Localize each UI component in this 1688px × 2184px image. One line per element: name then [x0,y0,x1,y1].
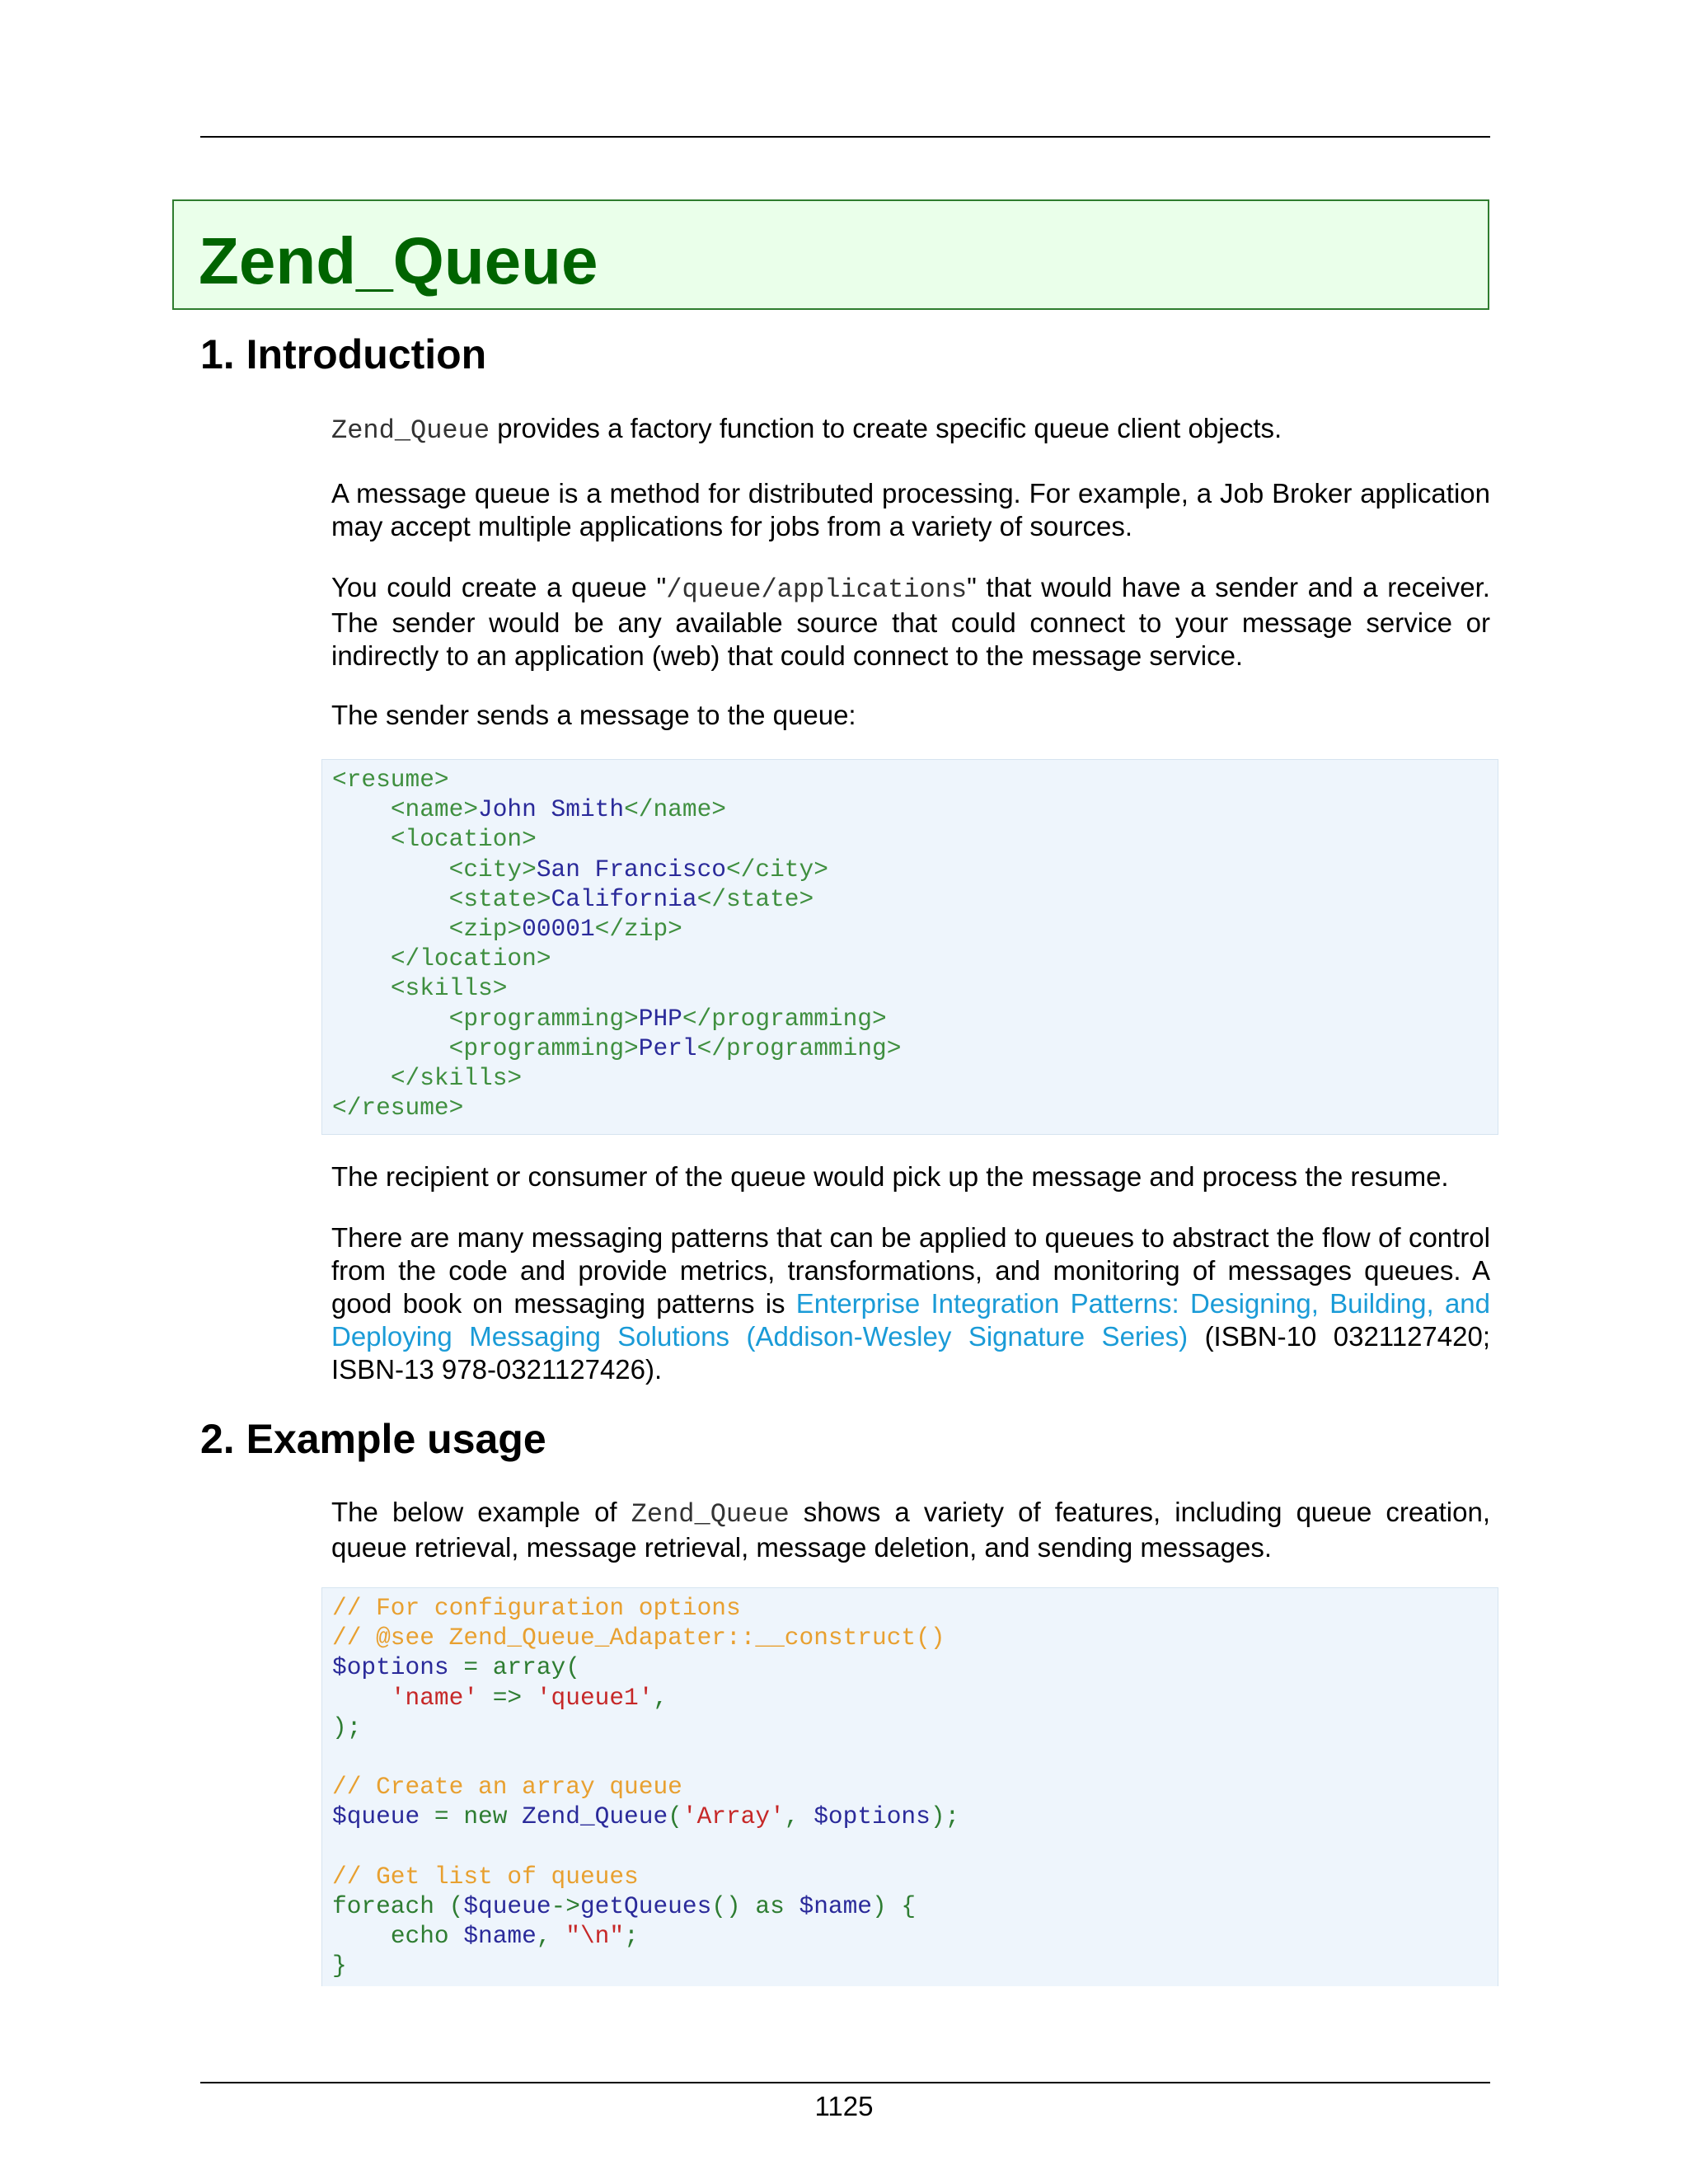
page-number: 1125 [814,2091,874,2121]
code-line [332,1683,1488,1713]
xml-text: PHP [638,1004,682,1033]
paragraph-text: (ISBN-10 0321127420; ISBN-13 978-0321127426). [331,1321,1490,1385]
indent [332,1684,391,1712]
code-keyword: echo [390,1922,449,1951]
code-keyword: array( [492,1653,580,1682]
xml-tag: </location> [390,944,551,973]
indent [332,1034,449,1062]
code-operator: -> [551,1891,580,1920]
code-line [332,1593,1488,1623]
usage-paragraph-1 [331,1496,1490,1564]
code-punctuation: ( [668,1802,682,1831]
indent [332,855,449,883]
code-line [332,973,1488,1003]
intro-paragraph-2: A message queue is a method for distributed processing. For example, a Job Broker application may accept multiple applications for jobs from a variety of sources. [331,478,1490,541]
code-line [332,914,1488,944]
code-line [332,944,1488,973]
xml-tag: <zip> [448,914,523,943]
xml-tag: <resume> [332,766,449,794]
chapter-title: Zend_Queue [199,224,598,298]
xml-text: San Francisco [536,855,726,883]
code-line [332,794,1488,824]
code-line [332,1004,1488,1033]
xml-tag: <state> [448,884,551,913]
section-heading-example-usage: 2. Example usage [200,1416,546,1462]
code-line [332,1832,1488,1862]
code-punctuation: , [536,1922,566,1951]
code-punctuation: ); [332,1713,362,1741]
code-punctuation: , [784,1802,814,1831]
code-comment: // @see Zend_Queue_Adapater::__construct() [332,1624,945,1652]
paragraph-text: shows a variety of features, including queue creation, queue retrieval, message retrieval, message deletion, and sending messages. [331,1497,1490,1563]
code-line [332,1623,1488,1652]
code-punctuation: ) { [872,1891,917,1920]
intro-paragraph-6 [331,1221,1490,1386]
code-line [332,1093,1488,1122]
code-string: "\n" [565,1922,625,1951]
xml-tag: <skills> [390,974,508,1003]
code-variable: $name [799,1891,873,1920]
paragraph-text: There are many messaging patterns that can be applied to queues to abstract the flow of control from the code and provide metrics, transformations, and monitoring of messages queues. A good book on messaging patterns is [331,1222,1490,1319]
indent [332,795,391,823]
code-line [332,855,1488,884]
code-punctuation: , [653,1683,668,1712]
xml-tag: </programming> [682,1004,887,1033]
xml-text: Perl [638,1033,697,1062]
intro-paragraph-1 [331,412,1490,448]
paragraph-text: The below example of [331,1497,631,1527]
code-variable: $name [463,1922,537,1951]
code-string: 'name' [390,1683,479,1712]
book-link[interactable]: Enterprise Integration Patterns: Designing, Building, and Deploying Messaging Solutions (Addison-Wesley Signature Series) [331,1288,1490,1352]
intro-paragraph-4: The sender sends a message to the queue: [331,700,856,730]
code-punctuation: ; [624,1922,639,1951]
indent [332,1922,391,1950]
code-line [332,1951,1488,1980]
code-line [332,1652,1488,1682]
xml-tag: </resume> [332,1094,464,1122]
code-line [332,824,1488,854]
intro-paragraph-5: The recipient or consumer of the queue would pick up the message and process the resume. [331,1161,1449,1192]
code-line [332,1772,1488,1802]
xml-tag: </state> [696,884,814,913]
code-punctuation: ( [434,1891,464,1920]
xml-text: California [551,884,697,913]
code-operator: => [478,1683,537,1712]
code-keyword: new [463,1802,523,1831]
code-line [332,1063,1488,1093]
code-keyword: foreach [332,1891,434,1920]
code-punctuation: ); [930,1802,960,1831]
xml-tag: </programming> [696,1033,902,1062]
inline-code: Zend_Queue [631,1499,790,1530]
indent [332,885,449,913]
xml-tag: <city> [448,855,537,883]
indent [332,1005,449,1033]
code-punctuation: } [332,1952,347,1980]
indent [332,1064,391,1092]
indent [332,825,391,853]
code-space [785,1892,799,1920]
code-line [332,1862,1488,1891]
xml-tag: <programming> [448,1004,639,1033]
code-punctuation: () [711,1891,756,1920]
section-heading-introduction: 1. Introduction [200,331,487,377]
indent [332,944,391,972]
inline-code: /queue/applications [666,574,968,605]
code-function: getQueues [579,1891,712,1920]
code-variable: $options [814,1802,931,1831]
code-keyword: as [755,1891,785,1920]
xml-code-block [321,759,1498,1135]
chapter-title-box [172,199,1489,310]
code-line [332,1033,1488,1063]
code-line [332,1921,1488,1951]
xml-tag: </name> [624,795,726,824]
php-code-block [321,1587,1498,1986]
inline-code: Zend_Queue [331,415,490,446]
indent [332,974,391,1002]
code-space [449,1922,464,1950]
code-operator: = [420,1802,464,1831]
code-line [332,765,1488,794]
code-comment: // Create an array queue [332,1773,682,1802]
xml-text: John Smith [478,795,625,824]
code-comment: // For configuration options [332,1594,741,1622]
code-string: 'Array' [682,1802,785,1831]
header-rule [200,136,1490,138]
code-comment: // Get list of queues [332,1862,639,1891]
code-line [332,1742,1488,1772]
xml-tag: <name> [390,795,479,824]
xml-tag: </zip> [594,914,682,943]
xml-tag: </city> [725,855,828,883]
code-variable: $queue [463,1891,551,1920]
code-operator: = [448,1653,493,1682]
code-line [332,884,1488,914]
xml-text: 00001 [522,914,595,943]
code-line [332,1713,1488,1742]
intro-paragraph-3 [331,571,1490,673]
code-variable: $options [332,1653,449,1682]
paragraph-text: You could create a queue " [331,572,667,602]
xml-tag: </skills> [390,1063,523,1092]
code-line [332,1891,1488,1921]
xml-tag: <location> [390,825,537,854]
footer-rule [200,2082,1490,2083]
code-variable: $queue [332,1802,420,1831]
paragraph-text: " that would have a sender and a receiver. The sender would be any available source that could connect to your message service or indirectly to an application (web) that could connect to the message service. [331,572,1490,671]
code-line [332,1802,1488,1831]
paragraph-text: provides a factory function to create specific queue client objects. [490,413,1282,443]
code-class: Zend_Queue [522,1802,668,1831]
xml-tag: <programming> [448,1033,639,1062]
code-string: 'queue1' [536,1683,654,1712]
indent [332,915,449,943]
